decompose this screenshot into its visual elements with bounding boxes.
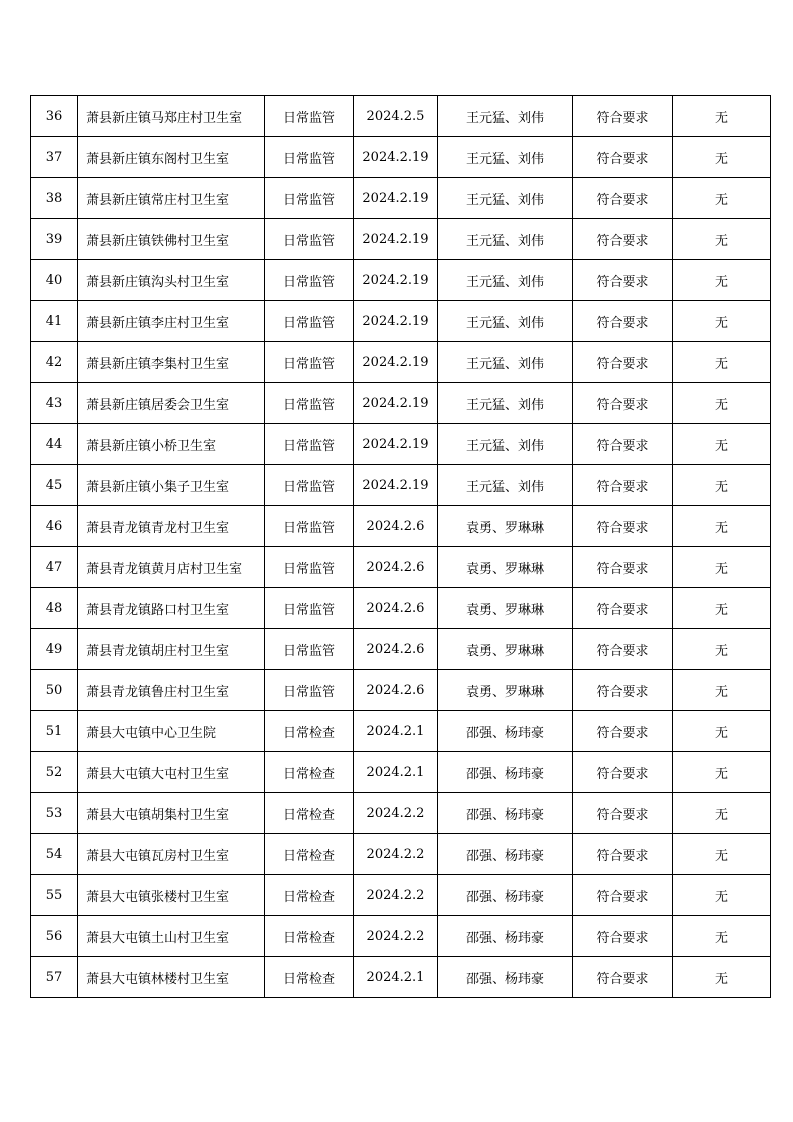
row-number-cell: 45 [31,465,78,506]
inspection-type-cell: 日常检查 [265,752,354,793]
result-cell: 符合要求 [573,301,673,342]
inspectors-cell: 袁勇、罗琳琳 [438,670,573,711]
table-row [31,875,771,916]
note-cell: 无 [673,96,771,137]
inspectors-cell: 王元猛、刘伟 [438,301,573,342]
table-body [31,96,771,998]
note-cell: 无 [673,219,771,260]
inspection-date-cell: 2024.2.2 [354,834,438,875]
table-row [31,342,771,383]
row-number-cell: 36 [31,96,78,137]
result-cell: 符合要求 [573,875,673,916]
inspection-type-cell: 日常检查 [265,834,354,875]
result-cell: 符合要求 [573,178,673,219]
facility-name-cell: 萧县青龙镇路口村卫生室 [78,588,265,629]
inspection-type-cell: 日常监管 [265,588,354,629]
result-cell: 符合要求 [573,137,673,178]
inspectors-cell: 邵强、杨玮豪 [438,957,573,998]
inspection-type-cell: 日常监管 [265,629,354,670]
inspection-date-cell: 2024.2.19 [354,424,438,465]
inspection-type-cell: 日常监管 [265,424,354,465]
inspectors-cell: 邵强、杨玮豪 [438,875,573,916]
result-cell: 符合要求 [573,383,673,424]
inspection-date-cell: 2024.2.19 [354,383,438,424]
row-number-cell: 41 [31,301,78,342]
facility-name-cell: 萧县青龙镇鲁庄村卫生室 [78,670,265,711]
inspection-date-cell: 2024.2.1 [354,711,438,752]
inspection-date-cell: 2024.2.19 [354,342,438,383]
inspectors-cell: 袁勇、罗琳琳 [438,629,573,670]
facility-name-cell: 萧县新庄镇东阁村卫生室 [78,137,265,178]
inspection-type-cell: 日常监管 [265,260,354,301]
result-cell: 符合要求 [573,752,673,793]
inspectors-cell: 王元猛、刘伟 [438,465,573,506]
inspection-type-cell: 日常监管 [265,547,354,588]
result-cell: 符合要求 [573,629,673,670]
facility-name-cell: 萧县大屯镇土山村卫生室 [78,916,265,957]
note-cell: 无 [673,793,771,834]
row-number-cell: 50 [31,670,78,711]
table-row [31,424,771,465]
table-row [31,383,771,424]
note-cell: 无 [673,342,771,383]
row-number-cell: 46 [31,506,78,547]
table-row [31,506,771,547]
table-row [31,957,771,998]
inspection-date-cell: 2024.2.19 [354,465,438,506]
note-cell: 无 [673,424,771,465]
row-number-cell: 44 [31,424,78,465]
table-row [31,711,771,752]
inspectors-cell: 邵强、杨玮豪 [438,711,573,752]
inspectors-cell: 袁勇、罗琳琳 [438,588,573,629]
inspection-date-cell: 2024.2.2 [354,916,438,957]
row-number-cell: 43 [31,383,78,424]
row-number-cell: 38 [31,178,78,219]
facility-name-cell: 萧县大屯镇张楼村卫生室 [78,875,265,916]
note-cell: 无 [673,629,771,670]
inspection-type-cell: 日常监管 [265,178,354,219]
row-number-cell: 56 [31,916,78,957]
inspectors-cell: 王元猛、刘伟 [438,96,573,137]
inspectors-cell: 邵强、杨玮豪 [438,752,573,793]
table-row [31,96,771,137]
inspection-type-cell: 日常检查 [265,916,354,957]
facility-name-cell: 萧县青龙镇胡庄村卫生室 [78,629,265,670]
result-cell: 符合要求 [573,547,673,588]
inspection-type-cell: 日常监管 [265,137,354,178]
table-row [31,547,771,588]
result-cell: 符合要求 [573,957,673,998]
facility-name-cell: 萧县新庄镇小集子卫生室 [78,465,265,506]
inspection-type-cell: 日常监管 [265,96,354,137]
note-cell: 无 [673,260,771,301]
inspection-date-cell: 2024.2.19 [354,178,438,219]
result-cell: 符合要求 [573,219,673,260]
inspection-date-cell: 2024.2.19 [354,219,438,260]
table-row [31,916,771,957]
inspection-records-table [30,95,771,998]
table-row [31,793,771,834]
note-cell: 无 [673,465,771,506]
inspection-date-cell: 2024.2.6 [354,629,438,670]
inspection-date-cell: 2024.2.19 [354,137,438,178]
note-cell: 无 [673,588,771,629]
inspectors-cell: 王元猛、刘伟 [438,137,573,178]
note-cell: 无 [673,875,771,916]
note-cell: 无 [673,137,771,178]
inspectors-cell: 王元猛、刘伟 [438,342,573,383]
row-number-cell: 52 [31,752,78,793]
table-row [31,219,771,260]
facility-name-cell: 萧县大屯镇林楼村卫生室 [78,957,265,998]
inspection-date-cell: 2024.2.2 [354,793,438,834]
table-row [31,465,771,506]
row-number-cell: 40 [31,260,78,301]
inspection-type-cell: 日常检查 [265,875,354,916]
result-cell: 符合要求 [573,465,673,506]
inspectors-cell: 王元猛、刘伟 [438,260,573,301]
note-cell: 无 [673,752,771,793]
inspection-type-cell: 日常监管 [265,342,354,383]
note-cell: 无 [673,916,771,957]
result-cell: 符合要求 [573,588,673,629]
facility-name-cell: 萧县新庄镇小桥卫生室 [78,424,265,465]
table-row [31,670,771,711]
inspection-type-cell: 日常监管 [265,301,354,342]
row-number-cell: 48 [31,588,78,629]
row-number-cell: 47 [31,547,78,588]
inspection-type-cell: 日常监管 [265,506,354,547]
row-number-cell: 37 [31,137,78,178]
facility-name-cell: 萧县大屯镇瓦房村卫生室 [78,834,265,875]
note-cell: 无 [673,957,771,998]
inspection-date-cell: 2024.2.19 [354,260,438,301]
inspection-date-cell: 2024.2.2 [354,875,438,916]
inspection-type-cell: 日常监管 [265,383,354,424]
inspection-type-cell: 日常监管 [265,219,354,260]
facility-name-cell: 萧县新庄镇马郑庄村卫生室 [78,96,265,137]
facility-name-cell: 萧县新庄镇铁佛村卫生室 [78,219,265,260]
inspection-type-cell: 日常检查 [265,793,354,834]
table-row [31,588,771,629]
facility-name-cell: 萧县新庄镇李庄村卫生室 [78,301,265,342]
inspection-date-cell: 2024.2.19 [354,301,438,342]
inspection-date-cell: 2024.2.5 [354,96,438,137]
inspection-type-cell: 日常检查 [265,711,354,752]
inspectors-cell: 邵强、杨玮豪 [438,834,573,875]
note-cell: 无 [673,834,771,875]
note-cell: 无 [673,506,771,547]
inspection-date-cell: 2024.2.6 [354,588,438,629]
facility-name-cell: 萧县大屯镇大屯村卫生室 [78,752,265,793]
note-cell: 无 [673,178,771,219]
inspectors-cell: 王元猛、刘伟 [438,383,573,424]
inspection-type-cell: 日常监管 [265,465,354,506]
note-cell: 无 [673,383,771,424]
result-cell: 符合要求 [573,260,673,301]
inspectors-cell: 王元猛、刘伟 [438,219,573,260]
row-number-cell: 55 [31,875,78,916]
inspectors-cell: 邵强、杨玮豪 [438,793,573,834]
table-row [31,629,771,670]
result-cell: 符合要求 [573,916,673,957]
inspection-date-cell: 2024.2.1 [354,752,438,793]
result-cell: 符合要求 [573,834,673,875]
facility-name-cell: 萧县青龙镇青龙村卫生室 [78,506,265,547]
note-cell: 无 [673,301,771,342]
facility-name-cell: 萧县青龙镇黄月店村卫生室 [78,547,265,588]
result-cell: 符合要求 [573,96,673,137]
facility-name-cell: 萧县新庄镇沟头村卫生室 [78,260,265,301]
table-row [31,260,771,301]
table-row [31,301,771,342]
row-number-cell: 51 [31,711,78,752]
facility-name-cell: 萧县新庄镇李集村卫生室 [78,342,265,383]
note-cell: 无 [673,670,771,711]
row-number-cell: 57 [31,957,78,998]
result-cell: 符合要求 [573,342,673,383]
row-number-cell: 49 [31,629,78,670]
result-cell: 符合要求 [573,670,673,711]
inspectors-cell: 袁勇、罗琳琳 [438,547,573,588]
result-cell: 符合要求 [573,506,673,547]
row-number-cell: 54 [31,834,78,875]
inspection-type-cell: 日常检查 [265,957,354,998]
result-cell: 符合要求 [573,793,673,834]
result-cell: 符合要求 [573,711,673,752]
note-cell: 无 [673,711,771,752]
row-number-cell: 53 [31,793,78,834]
table-row [31,137,771,178]
inspection-date-cell: 2024.2.6 [354,547,438,588]
table-row [31,834,771,875]
row-number-cell: 42 [31,342,78,383]
inspectors-cell: 王元猛、刘伟 [438,178,573,219]
facility-name-cell: 萧县新庄镇常庄村卫生室 [78,178,265,219]
result-cell: 符合要求 [573,424,673,465]
inspection-date-cell: 2024.2.6 [354,670,438,711]
inspection-date-cell: 2024.2.1 [354,957,438,998]
table-row [31,752,771,793]
inspection-date-cell: 2024.2.6 [354,506,438,547]
facility-name-cell: 萧县大屯镇胡集村卫生室 [78,793,265,834]
inspection-type-cell: 日常监管 [265,670,354,711]
facility-name-cell: 萧县大屯镇中心卫生院 [78,711,265,752]
table-row [31,178,771,219]
row-number-cell: 39 [31,219,78,260]
inspectors-cell: 邵强、杨玮豪 [438,916,573,957]
inspectors-cell: 袁勇、罗琳琳 [438,506,573,547]
facility-name-cell: 萧县新庄镇居委会卫生室 [78,383,265,424]
note-cell: 无 [673,547,771,588]
inspectors-cell: 王元猛、刘伟 [438,424,573,465]
